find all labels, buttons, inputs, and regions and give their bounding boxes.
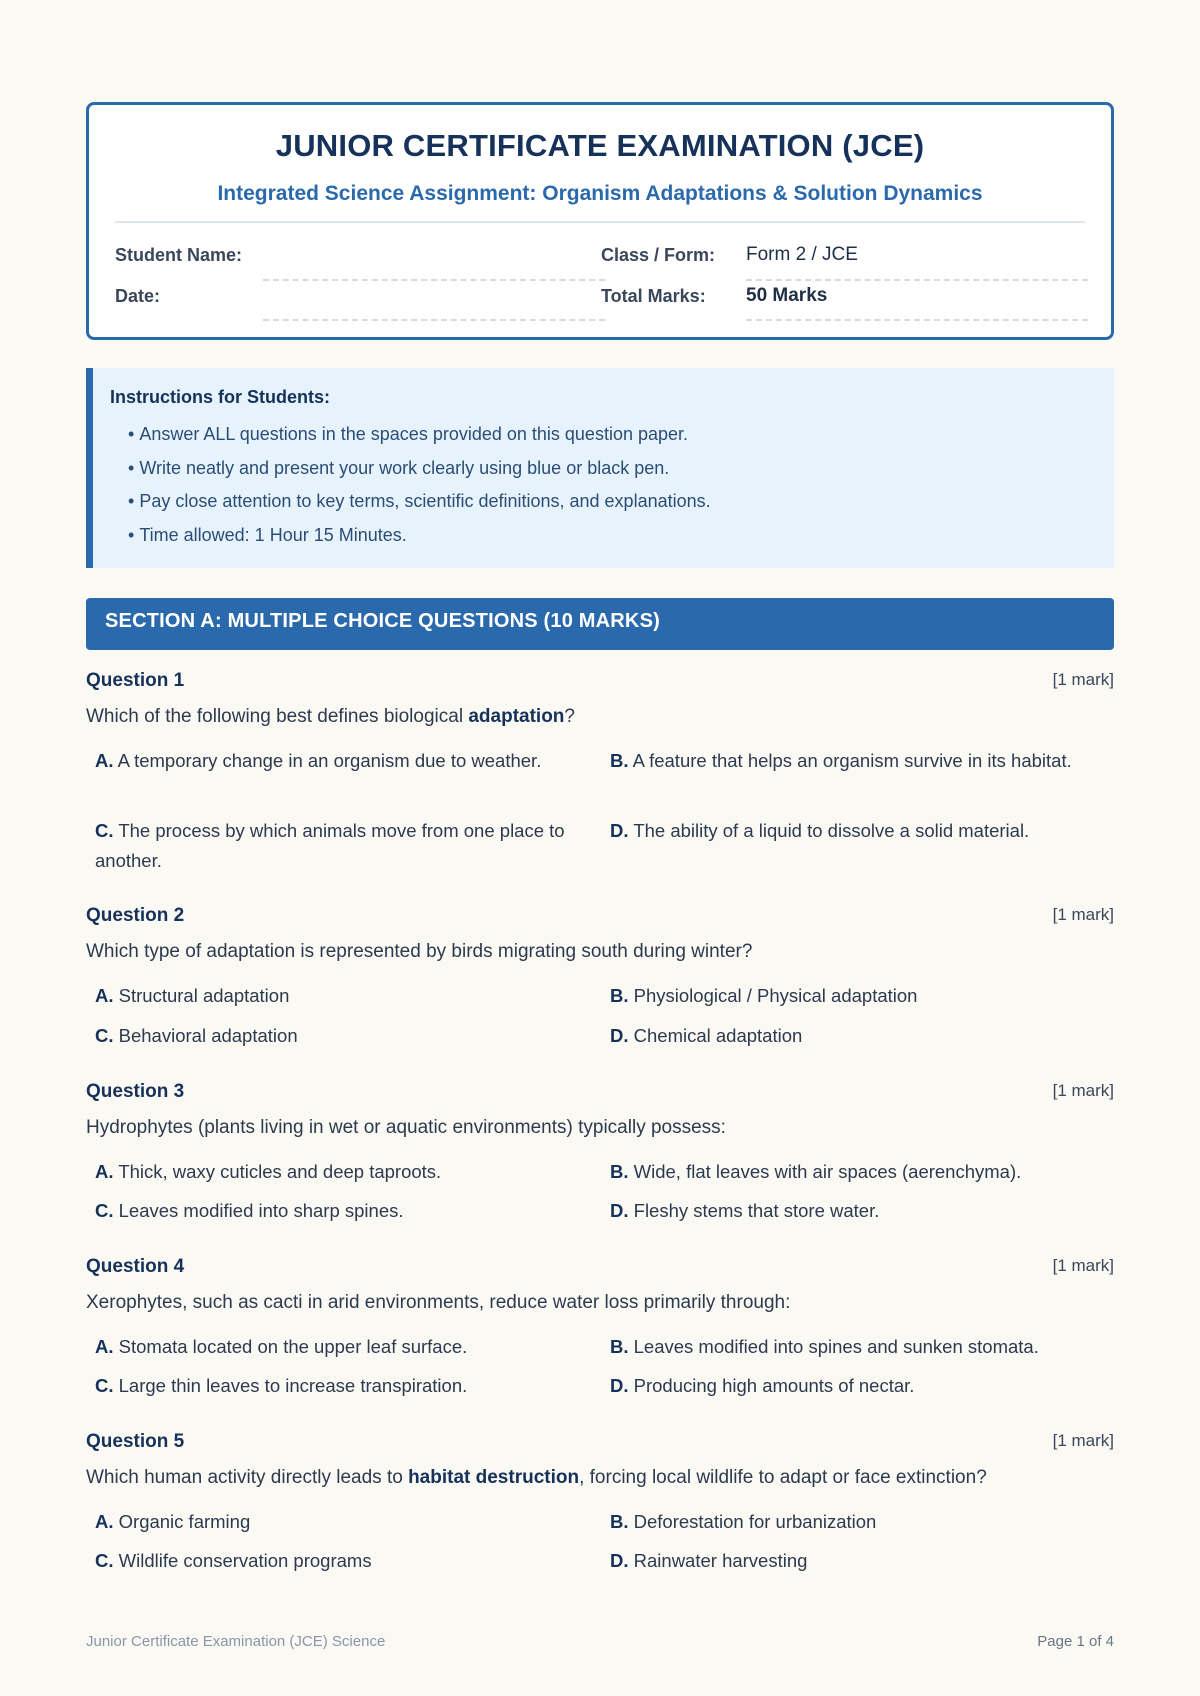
footer-title: Junior Certificate Examination (JCE) Science	[86, 1633, 386, 1650]
total-marks-line	[746, 319, 1088, 321]
question-marks: [1 mark]	[1052, 1256, 1114, 1275]
question-marks: [1 mark]	[1052, 905, 1114, 924]
option-letter: C.	[95, 1375, 114, 1396]
question-text: Xerophytes, such as cacti in arid environments, reduce water loss primarily through:	[86, 1292, 791, 1313]
instruction-item: • Pay close attention to key terms, scientific definitions, and explanations.	[128, 488, 711, 522]
question-text	[86, 706, 575, 728]
question-text: Which type of adaptation is represented by birds migrating south during winter?	[86, 941, 753, 962]
option-text: Rainwater harvesting	[633, 1550, 808, 1571]
question-text-part: Which of the following best defines biological	[86, 706, 469, 727]
section-a-banner	[86, 598, 1114, 650]
option-letter: C.	[95, 1550, 114, 1571]
option-letter: B.	[610, 1161, 629, 1182]
option-text: Leaves modified into sharp spines.	[118, 1200, 404, 1221]
class-label: Class / Form:	[601, 245, 716, 265]
question-text: Hydrophytes (plants living in wet or aquatic environments) typically possess:	[86, 1117, 726, 1138]
option-text: Deforestation for urbanization	[633, 1511, 877, 1532]
class-line	[746, 279, 1088, 281]
header-divider	[115, 221, 1085, 223]
question-title: Question 2	[86, 905, 185, 926]
option-text: Producing high amounts of nectar.	[633, 1375, 915, 1396]
question-text-part: Which human activity directly leads to	[86, 1467, 409, 1488]
instruction-item: • Answer ALL questions in the spaces provided on this question paper.	[128, 421, 711, 455]
section-a-title: SECTION A: MULTIPLE CHOICE QUESTIONS (10 MARKS)	[105, 610, 660, 632]
option-c[interactable]	[95, 1196, 595, 1226]
option-text: Stomata located on the upper leaf surface.	[118, 1336, 468, 1357]
option-c[interactable]	[95, 1371, 595, 1401]
exam-subtitle: Integrated Science Assignment: Organism Adaptations & Solution Dynamics	[217, 182, 983, 205]
option-d[interactable]	[610, 1546, 1110, 1576]
option-text: A feature that helps an organism survive in its habitat.	[632, 750, 1072, 771]
option-text: Organic farming	[118, 1511, 251, 1532]
total-marks-label: Total Marks:	[601, 286, 706, 306]
student-name-line	[263, 279, 605, 281]
option-letter: A.	[95, 750, 114, 771]
option-letter: D.	[610, 820, 629, 841]
option-letter: B.	[610, 750, 629, 771]
option-c[interactable]	[95, 1546, 595, 1576]
option-d[interactable]	[610, 1021, 1110, 1051]
question-text-part: , forcing local wildlife to adapt or face extinction?	[579, 1467, 987, 1488]
option-letter: A.	[95, 1161, 114, 1182]
question-key-term: adaptation	[468, 706, 565, 727]
option-letter: B.	[610, 1511, 629, 1532]
option-letter: A.	[95, 1511, 114, 1532]
student-name-label: Student Name:	[115, 245, 243, 265]
option-a[interactable]	[95, 981, 595, 1011]
question-text-part: ?	[564, 706, 575, 727]
option-letter: B.	[610, 1336, 629, 1357]
option-text: Physiological / Physical adaptation	[633, 985, 918, 1006]
option-text: A temporary change in an organism due to weather.	[117, 750, 542, 771]
option-letter: D.	[610, 1550, 629, 1571]
instructions-list	[128, 421, 711, 555]
option-b[interactable]	[610, 1157, 1110, 1187]
option-letter: C.	[95, 1200, 114, 1221]
option-a[interactable]	[95, 1157, 595, 1187]
option-letter: A.	[95, 985, 114, 1006]
option-letter: D.	[610, 1200, 629, 1221]
option-text: Fleshy stems that store water.	[633, 1200, 880, 1221]
question-title: Question 5	[86, 1431, 185, 1452]
question-title: Question 1	[86, 670, 185, 691]
instructions-title: Instructions for Students:	[110, 387, 330, 407]
question-key-term: habitat destruction	[408, 1467, 580, 1488]
option-text: Leaves modified into spines and sunken stomata.	[633, 1336, 1039, 1357]
option-d[interactable]	[610, 1196, 1110, 1226]
option-text: The ability of a liquid to dissolve a solid material.	[633, 820, 1030, 841]
exam-header	[86, 102, 1114, 340]
option-a[interactable]	[95, 746, 595, 776]
option-letter: C.	[95, 820, 114, 841]
option-c[interactable]	[95, 1021, 595, 1051]
option-a[interactable]	[95, 1332, 595, 1362]
option-text: Wildlife conservation programs	[118, 1550, 372, 1571]
option-letter: A.	[95, 1336, 114, 1357]
option-d[interactable]	[610, 1371, 1110, 1401]
option-text: Chemical adaptation	[633, 1025, 803, 1046]
option-text: Large thin leaves to increase transpiration.	[118, 1375, 468, 1396]
option-b[interactable]	[610, 1507, 1110, 1537]
date-line	[263, 319, 605, 321]
option-text: Wide, flat leaves with air spaces (aerenchyma).	[633, 1161, 1022, 1182]
question-title: Question 4	[86, 1256, 185, 1277]
option-b[interactable]	[610, 746, 1110, 776]
option-a[interactable]	[95, 1507, 595, 1537]
instruction-item: • Write neatly and present your work clearly using blue or black pen.	[128, 455, 711, 489]
option-text: Behavioral adaptation	[118, 1025, 298, 1046]
exam-page	[86, 0, 1114, 1696]
question-marks: [1 mark]	[1052, 1431, 1114, 1450]
question-marks: [1 mark]	[1052, 670, 1114, 689]
exam-title: JUNIOR CERTIFICATE EXAMINATION (JCE)	[275, 128, 925, 163]
question-marks: [1 mark]	[1052, 1081, 1114, 1100]
instructions-box	[86, 368, 1114, 568]
date-label: Date:	[115, 286, 161, 306]
option-letter: D.	[610, 1025, 629, 1046]
option-b[interactable]	[610, 981, 1110, 1011]
question-title: Question 3	[86, 1081, 185, 1102]
option-text: The process by which animals move from one place to another.	[95, 820, 565, 871]
instruction-item: • Time allowed: 1 Hour 15 Minutes.	[128, 522, 711, 556]
option-letter: D.	[610, 1375, 629, 1396]
class-value[interactable]: Form 2 / JCE	[746, 244, 858, 265]
option-text: Thick, waxy cuticles and deep taproots.	[118, 1161, 442, 1182]
total-marks-value: 50 Marks	[746, 285, 828, 306]
option-letter: B.	[610, 985, 629, 1006]
option-d[interactable]	[610, 816, 1110, 846]
option-text: Structural adaptation	[118, 985, 290, 1006]
option-c[interactable]	[95, 816, 595, 876]
page-number: Page 1 of 4	[1037, 1633, 1114, 1650]
option-letter: C.	[95, 1025, 114, 1046]
question-text	[86, 1467, 987, 1489]
option-b[interactable]	[610, 1332, 1110, 1362]
